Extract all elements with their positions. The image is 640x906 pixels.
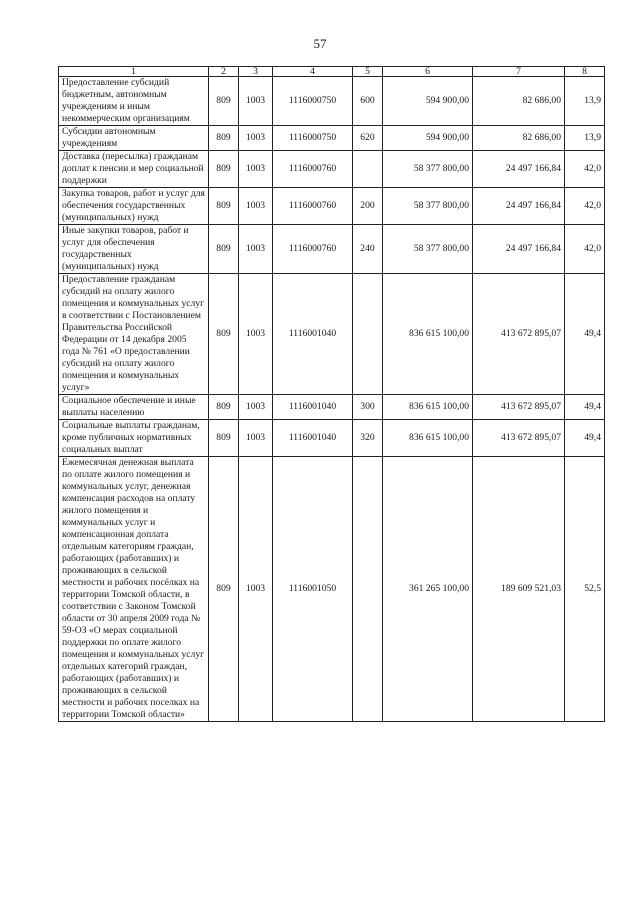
cell-percent: 13,9 [565,126,605,151]
table-row [59,188,605,225]
table-header-row [59,67,605,77]
cell-ved: 809 [209,225,239,274]
row-name: Ежемесячная денежная выплата по оплате жилого помещения и коммунальных услуг, денежная компенсация расходов на оплату жилого помещения и коммунальных услуг и компенсационная доплата отдельным категориям граждан, работающих (работавших) и проживающих в сельской местности и рабочих посёлках на территории Томской области, в соответствии с Законом Томской области от 30 апреля 2009 года № 59-ОЗ «О мерах социальной поддержки по оплате жилого помещения и коммунальных услуг отдельных категорий граждан, работающих (работавших) и проживающих в сельской местности и рабочих поселках на территории Томской области» [59,457,209,722]
cell-csr: 1116001040 [273,420,353,457]
cell-percent: 49,4 [565,274,605,395]
table-row [59,126,605,151]
column-header: 1 [59,67,209,77]
cell-ved: 809 [209,151,239,188]
cell-percent: 13,9 [565,77,605,126]
row-name: Предоставление субсидий бюджетным, автономным учреждениям и иным некоммерческим организациям [59,77,209,126]
cell-csr: 1116001040 [273,395,353,420]
cell-plan: 594 900,00 [383,77,473,126]
cell-ved: 809 [209,274,239,395]
row-name: Социальные выплаты гражданам, кроме публичных нормативных социальных выплат [59,420,209,457]
cell-fact: 413 672 895,07 [473,420,565,457]
column-header: 3 [239,67,273,77]
column-header: 5 [353,67,383,77]
cell-vr: 320 [353,420,383,457]
cell-fact: 24 497 166,84 [473,188,565,225]
cell-csr: 1116000760 [273,188,353,225]
budget-table [58,66,605,722]
page-number: 57 [313,36,327,51]
row-name: Предоставление гражданам субсидий на оплату жилого помещения и коммунальных услуг в соответствии с Постановлением Правительства Российской Федерации от 14 декабря 2005 года № 761 «О предоставлении субсидий на оплату жилого помещения и коммунальных услуг» [59,274,209,395]
cell-plan: 58 377 800,00 [383,151,473,188]
cell-csr: 1116001050 [273,457,353,722]
cell-vr [353,274,383,395]
cell-vr: 200 [353,188,383,225]
cell-csr: 1116000750 [273,126,353,151]
cell-ved: 809 [209,395,239,420]
column-header: 2 [209,67,239,77]
column-header: 6 [383,67,473,77]
column-header: 7 [473,67,565,77]
cell-ved: 809 [209,457,239,722]
row-name: Доставка (пересылка) гражданам доплат к пенсии и мер социальной поддержки [59,151,209,188]
cell-percent: 42,0 [565,151,605,188]
table-row [59,151,605,188]
cell-plan: 361 265 100,00 [383,457,473,722]
table-row [59,274,605,395]
cell-fact: 413 672 895,07 [473,395,565,420]
cell-ved: 809 [209,188,239,225]
table-row [59,77,605,126]
cell-plan: 836 615 100,00 [383,274,473,395]
cell-rzpr: 1003 [239,274,273,395]
table-row [59,420,605,457]
column-header: 4 [273,67,353,77]
cell-fact: 24 497 166,84 [473,225,565,274]
column-header: 8 [565,67,605,77]
cell-plan: 836 615 100,00 [383,420,473,457]
row-name: Закупка товаров, работ и услуг для обеспечения государственных (муниципальных) нужд [59,188,209,225]
cell-fact: 24 497 166,84 [473,151,565,188]
cell-csr: 1116000760 [273,151,353,188]
cell-ved: 809 [209,77,239,126]
table-row [59,225,605,274]
cell-fact: 189 609 521,03 [473,457,565,722]
cell-ved: 809 [209,126,239,151]
cell-csr: 1116000750 [273,77,353,126]
table-row [59,457,605,722]
cell-percent: 52,5 [565,457,605,722]
cell-rzpr: 1003 [239,151,273,188]
cell-plan: 594 900,00 [383,126,473,151]
cell-vr: 620 [353,126,383,151]
cell-rzpr: 1003 [239,77,273,126]
cell-csr: 1116001040 [273,274,353,395]
cell-vr: 300 [353,395,383,420]
cell-percent: 42,0 [565,225,605,274]
cell-plan: 58 377 800,00 [383,188,473,225]
cell-vr: 600 [353,77,383,126]
cell-percent: 49,4 [565,395,605,420]
row-name: Иные закупки товаров, работ и услуг для обеспечения государственных (муниципальных) нужд [59,225,209,274]
cell-rzpr: 1003 [239,126,273,151]
cell-percent: 42,0 [565,188,605,225]
cell-fact: 82 686,00 [473,126,565,151]
cell-rzpr: 1003 [239,420,273,457]
row-name: Социальное обеспечение и иные выплаты населению [59,395,209,420]
cell-vr [353,151,383,188]
cell-ved: 809 [209,420,239,457]
cell-rzpr: 1003 [239,457,273,722]
table-row [59,395,605,420]
cell-plan: 836 615 100,00 [383,395,473,420]
cell-vr [353,457,383,722]
cell-rzpr: 1003 [239,225,273,274]
cell-rzpr: 1003 [239,188,273,225]
cell-rzpr: 1003 [239,395,273,420]
cell-fact: 413 672 895,07 [473,274,565,395]
cell-fact: 82 686,00 [473,77,565,126]
cell-plan: 58 377 800,00 [383,225,473,274]
cell-vr: 240 [353,225,383,274]
row-name: Субсидии автономным учреждениям [59,126,209,151]
cell-csr: 1116000760 [273,225,353,274]
cell-percent: 49,4 [565,420,605,457]
